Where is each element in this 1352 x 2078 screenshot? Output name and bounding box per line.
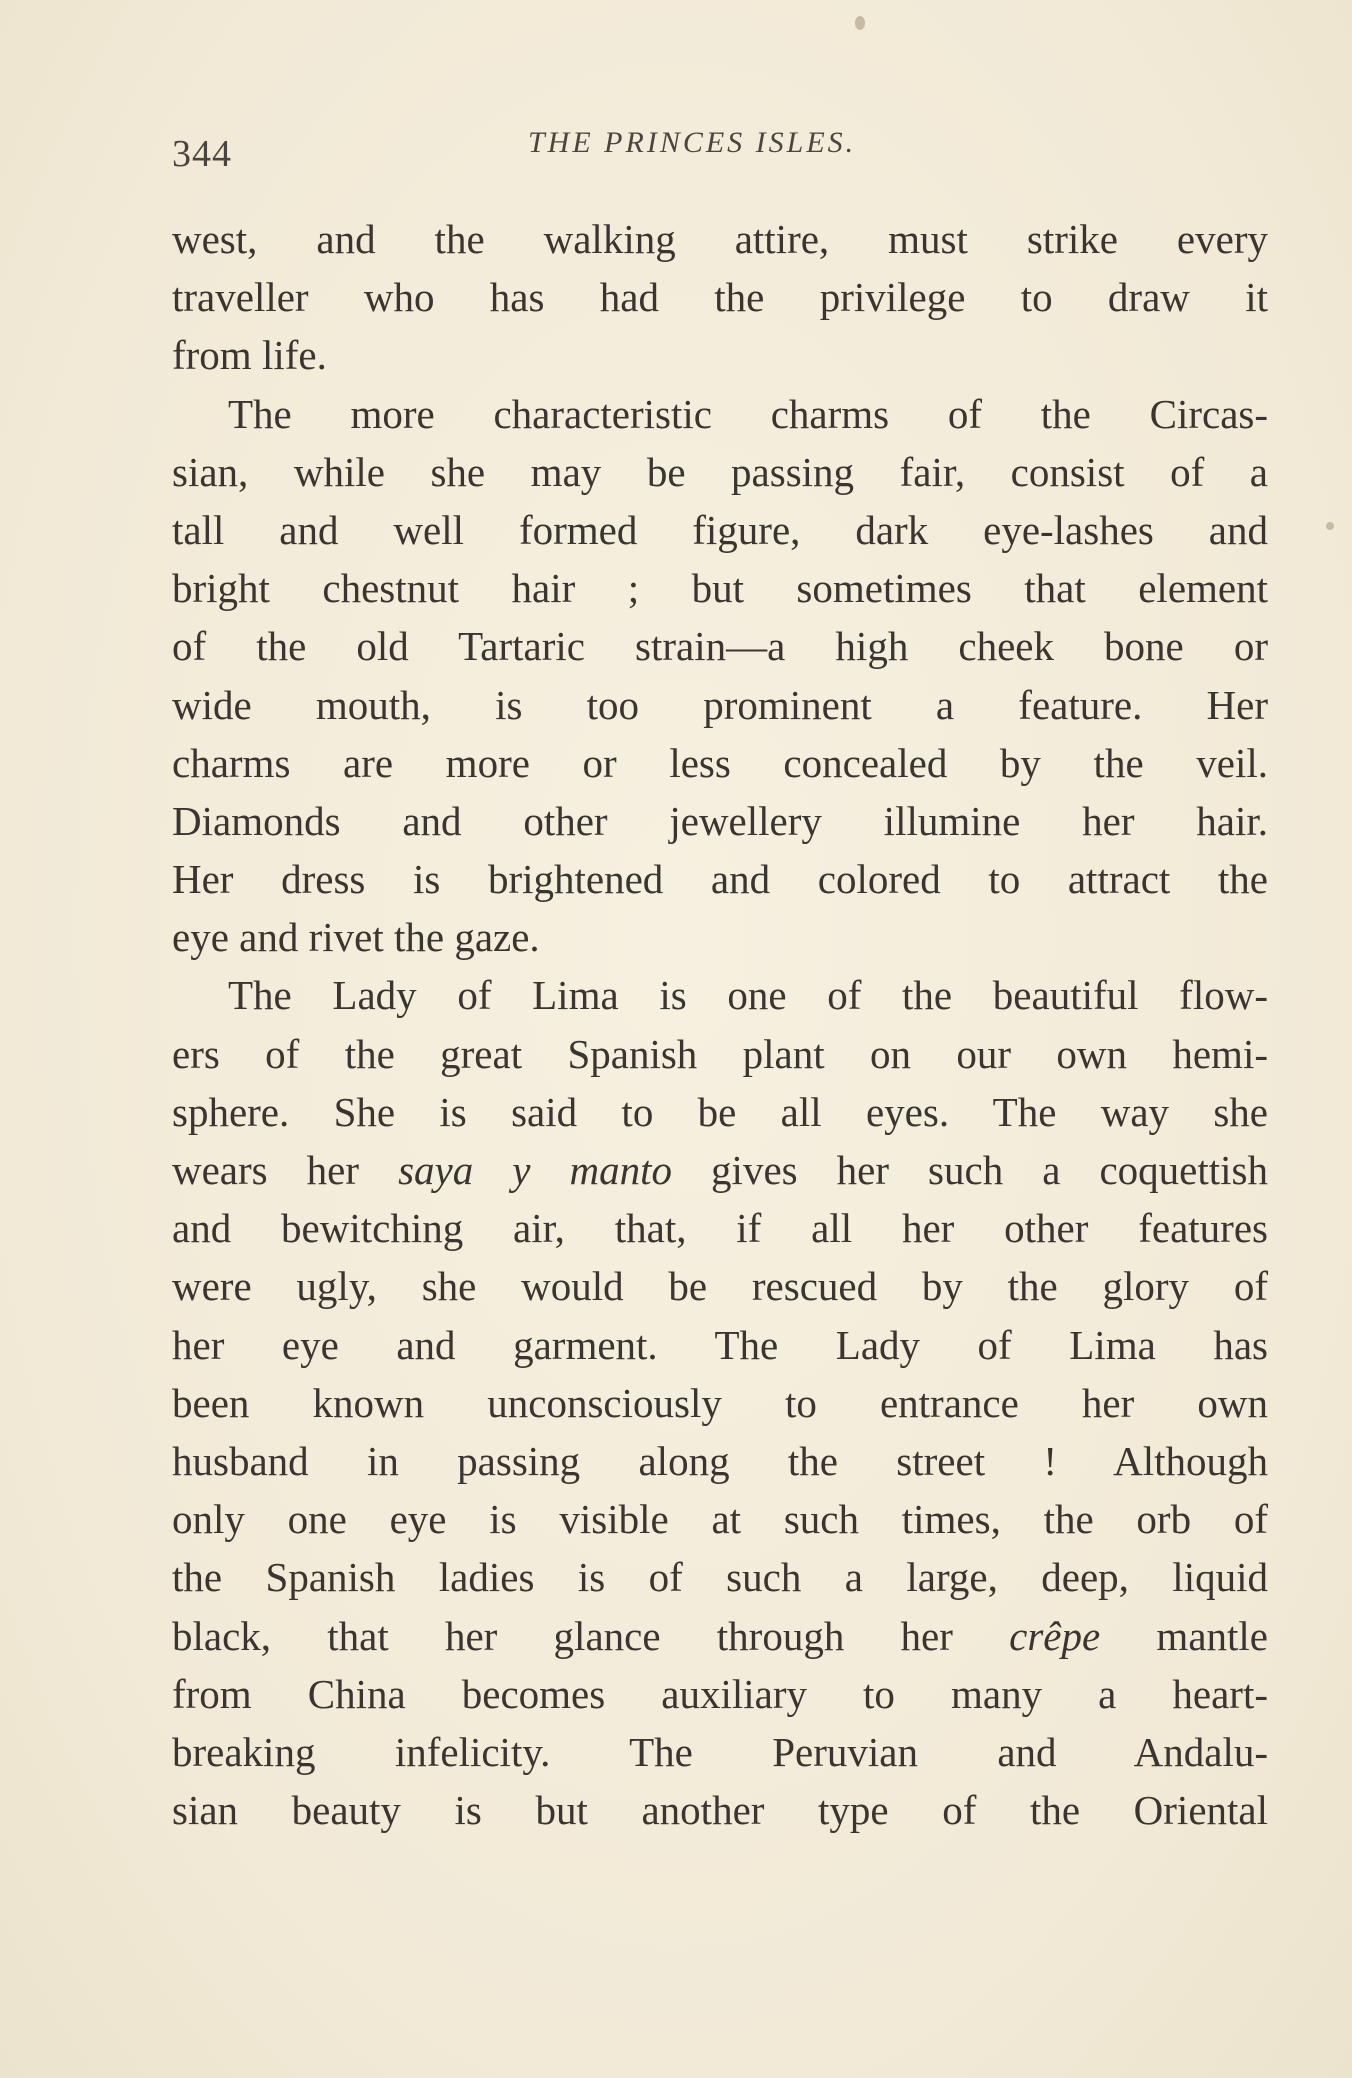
text-line bbox=[172, 1607, 1268, 1665]
text-line: only one eye is visible at such times, the orb of bbox=[172, 1496, 1268, 1543]
text-segment: mantle bbox=[1100, 1612, 1268, 1659]
italic-phrase: saya y manto bbox=[398, 1147, 673, 1193]
text-line: sian beauty is but another type of the Oriental bbox=[172, 1787, 1268, 1834]
text-line: of the old Tartaric strain—a high cheek bone or bbox=[172, 623, 1268, 670]
italic-phrase: crêpe bbox=[1009, 1612, 1101, 1659]
text-line: were ugly, she would be rescued by the glory of bbox=[172, 1263, 1268, 1310]
text-line: tall and well formed figure, dark eye-lashes and bbox=[172, 506, 1268, 553]
body-text bbox=[172, 210, 1268, 1839]
text-line: and bewitching air, that, if all her other features bbox=[172, 1205, 1268, 1252]
text-line: ers of the great Spanish plant on our own hemi- bbox=[172, 1030, 1268, 1077]
text-line: from China becomes auxiliary to many a heart- bbox=[172, 1670, 1268, 1717]
text-line: from life. bbox=[172, 332, 327, 379]
text-line: bright chestnut hair ; but sometimes that element bbox=[172, 565, 1268, 612]
text-segment: wears her bbox=[172, 1147, 399, 1193]
text-line: the Spanish ladies is of such a large, deep, liquid bbox=[172, 1554, 1268, 1601]
paper-speck bbox=[855, 16, 865, 30]
text-line: The Lady of Lima is one of the beautiful flow- bbox=[228, 972, 1268, 1019]
text-line: charms are more or less concealed by the veil. bbox=[172, 739, 1268, 786]
text-line bbox=[172, 1141, 1268, 1199]
text-line: Diamonds and other jewellery illumine her hair. bbox=[172, 797, 1268, 844]
text-line: her eye and garment. The Lady of Lima has bbox=[172, 1321, 1268, 1368]
text-line: wide mouth, is too prominent a feature. Her bbox=[172, 681, 1268, 728]
text-line: breaking infelicity. The Peruvian and Andalu- bbox=[172, 1728, 1268, 1775]
text-line: eye and rivet the gaze. bbox=[172, 914, 540, 961]
text-line: traveller who has had the privilege to draw it bbox=[172, 274, 1268, 321]
page-header bbox=[172, 118, 1272, 174]
text-line: husband in passing along the street ! Although bbox=[172, 1437, 1268, 1484]
text-line: sian, while she may be passing fair, consist of a bbox=[172, 448, 1268, 495]
text-segment: black, that her glance through her bbox=[172, 1612, 1010, 1659]
text-line: sphere. She is said to be all eyes. The way she bbox=[172, 1088, 1268, 1135]
text-line: west, and the walking attire, must strike every bbox=[172, 216, 1268, 262]
text-line: been known unconsciously to entrance her own bbox=[172, 1379, 1268, 1426]
text-line: Her dress is brightened and colored to attract the bbox=[172, 856, 1268, 903]
text-segment: gives her such a coquettish bbox=[672, 1147, 1268, 1193]
paper-speck bbox=[1326, 522, 1334, 530]
running-head: THE PRINCES ISLES. bbox=[528, 126, 857, 159]
page-number: 344 bbox=[172, 133, 232, 175]
text-line: The more characteristic charms of the Circas- bbox=[228, 390, 1268, 437]
